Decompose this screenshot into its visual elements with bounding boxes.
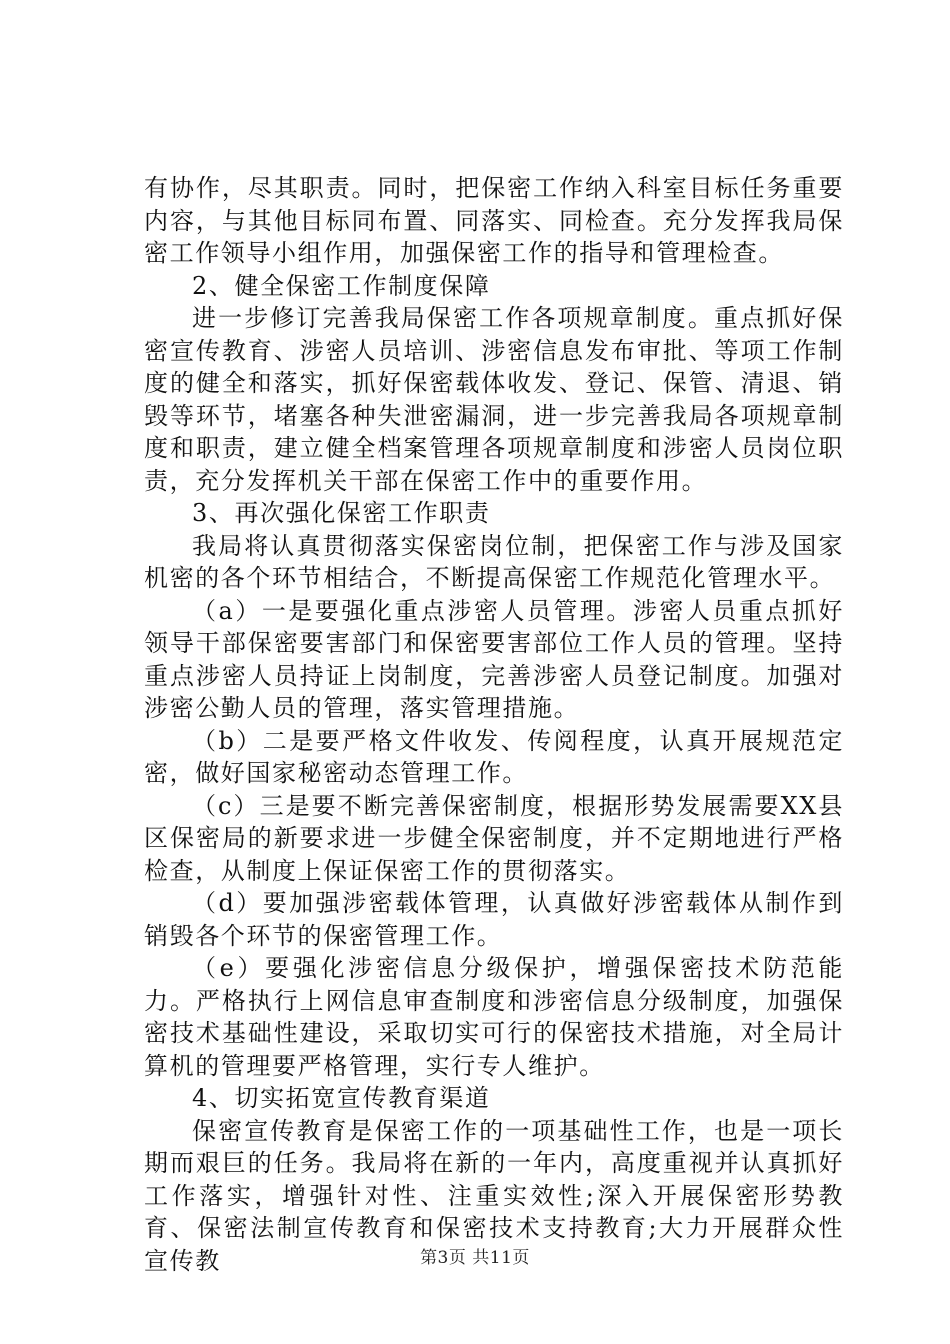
section-heading-2: 2、健全保密工作制度保障 xyxy=(192,271,491,300)
paragraph-item-c: （c）三是要不断完善保密制度，根据形势发展需要XX县区保密局的新要求进一步健全保密制度，并不定期地进行严格检查，从制度上保证保密工作的贯彻落实。 xyxy=(144,791,844,885)
paragraph-education: 保密宣传教育是保密工作的一项基础性工作，也是一项长期而艰巨的任务。我局将在新的一年内，高度重视并认真抓好工作落实，增强针对性、注重实效性;深入开展保密形势教育、保密法制宣传教育和保密技术支持教育;大力开展群众性宣传教 xyxy=(144,1116,844,1275)
paragraph-regulations: 进一步修订完善我局保密工作各项规章制度。重点抓好保密宣传教育、涉密人员培训、涉密信息发布审批、等项工作制度的健全和落实，抓好保密载体收发、登记、保管、清退、销毁等环节，堵塞各种失泄密漏洞，进一步完善我局各项规章制度和职责，建立健全档案管理各项规章制度和涉密人员岗位职责，充分发挥机关干部在保密工作中的重要作用。 xyxy=(144,304,844,495)
paragraph-item-b: （b）二是要严格文件收发、传阅程度，认真开展规范定密，做好国家秘密动态管理工作。 xyxy=(144,726,844,787)
paragraph-continuation: 有协作，尽其职责。同时，把保密工作纳入科室目标任务重要内容，与其他目标同布置、同落实、同检查。充分发挥我局保密工作领导小组作用，加强保密工作的指导和管理检查。 xyxy=(144,174,844,267)
page-number-footer: 第3页 共11页 xyxy=(420,1248,530,1268)
paragraph-duties: 我局将认真贯彻落实保密岗位制，把保密工作与涉及国家机密的各个环节相结合，不断提高保密工作规范化管理水平。 xyxy=(144,531,844,592)
section-heading-3: 3、再次强化保密工作职责 xyxy=(192,499,491,527)
paragraph-item-e: （e）要强化涉密信息分级保护，增强保密技术防范能力。严格执行上网信息审查制度和涉密信息分级制度，加强保密技术基础性建设，采取切实可行的保密技术措施，对全局计算机的管理要严格管理，实行专人维护。 xyxy=(144,954,844,1080)
document-body xyxy=(144,172,844,1277)
section-heading-4: 4、切实拓宽宣传教育渠道 xyxy=(192,1084,491,1112)
paragraph-item-a: （a）一是要强化重点涉密人员管理。涉密人员重点抓好领导干部保密要害部门和保密要害部位工作人员的管理。坚持重点涉密人员持证上岗制度，完善涉密人员登记制度。加强对涉密公勤人员的管理，落实管理措施。 xyxy=(144,596,844,722)
paragraph-item-d: （d）要加强涉密载体管理，认真做好涉密载体从制作到销毁各个环节的保密管理工作。 xyxy=(144,889,844,950)
